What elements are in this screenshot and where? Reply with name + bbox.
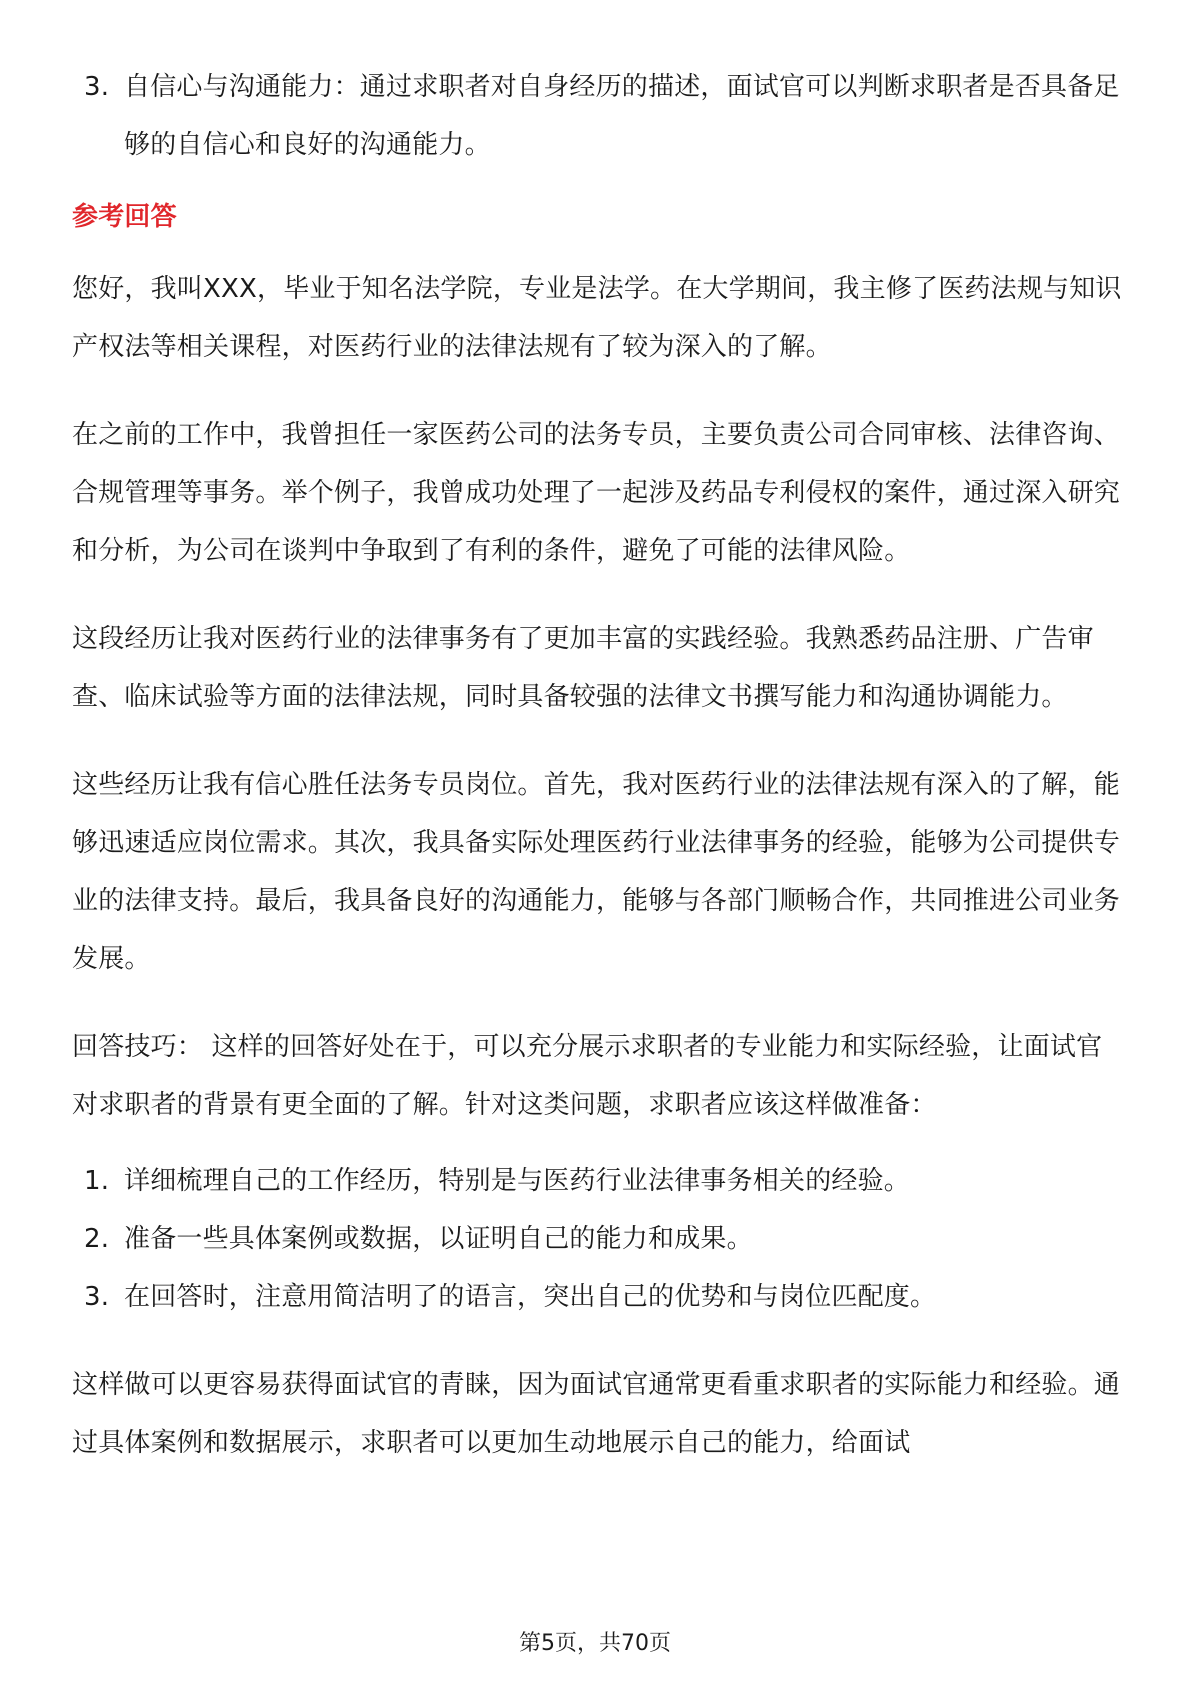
tips-list-item xyxy=(72,1268,1122,1326)
tips-list-item xyxy=(72,1152,1122,1210)
list-number: 3. xyxy=(84,1282,110,1312)
list-number: 2. xyxy=(84,1224,110,1254)
list-text: 在回答时，注意用简洁明了的语言，突出自己的优势和与岗位匹配度。 xyxy=(124,1282,937,1312)
tips-list-item xyxy=(72,1210,1122,1268)
list-text: 自信心与沟通能力：通过求职者对自身经历的描述，面试官可以判断求职者是否具备足够的自信心和良好的沟通能力。 xyxy=(124,72,1120,160)
page-footer: 第5页，共70页 xyxy=(519,1631,671,1656)
paragraph-closing: 这样做可以更容易获得面试官的青睐，因为面试官通常更看重求职者的实际能力和经验。通过具体案例和数据展示，求职者可以更加生动地展示自己的能力，给面试 xyxy=(72,1370,1121,1458)
paragraph-intro: 您好，我叫XXX，毕业于知名法学院，专业是法学。在大学期间，我主修了医药法规与知识产权法等相关课程，对医药行业的法律法规有了较为深入的了解。 xyxy=(72,274,1122,362)
paragraph-tips-intro: 回答技巧： 这样的回答好处在于，可以充分展示求职者的专业能力和实际经验，让面试官对求职者的背景有更全面的了解。针对这类问题，求职者应该这样做准备： xyxy=(72,1032,1103,1120)
intro-list-item xyxy=(72,58,1122,174)
page-content xyxy=(72,58,1122,1472)
list-text: 准备一些具体案例或数据，以证明自己的能力和成果。 xyxy=(124,1224,753,1254)
paragraph-experience: 在之前的工作中，我曾担任一家医药公司的法务专员，主要负责公司合同审核、法律咨询、合规管理等事务。举个例子，我曾成功处理了一起涉及药品专利侵权的案件，通过深入研究和分析，为公司在谈判中争取到了有利的条件，避免了可能的法律风险。 xyxy=(72,420,1121,566)
paragraph-confidence: 这些经历让我有信心胜任法务专员岗位。首先，我对医药行业的法律法规有深入的了解，能够迅速适应岗位需求。其次，我具备实际处理医药行业法律事务的经验，能够为公司提供专业的法律支持。最后，我具备良好的沟通能力，能够与各部门顺畅合作，共同推进公司业务发展。 xyxy=(72,770,1121,974)
list-number: 1. xyxy=(84,1166,110,1196)
paragraph-practice: 这段经历让我对医药行业的法律事务有了更加丰富的实践经验。我熟悉药品注册、广告审查、临床试验等方面的法律法规，同时具备较强的法律文书撰写能力和沟通协调能力。 xyxy=(72,624,1094,712)
list-number: 3. xyxy=(84,72,110,102)
tips-list xyxy=(72,1152,1122,1326)
list-text: 详细梳理自己的工作经历，特别是与医药行业法律事务相关的经验。 xyxy=(124,1166,911,1196)
section-heading: 参考回答 xyxy=(72,202,177,232)
